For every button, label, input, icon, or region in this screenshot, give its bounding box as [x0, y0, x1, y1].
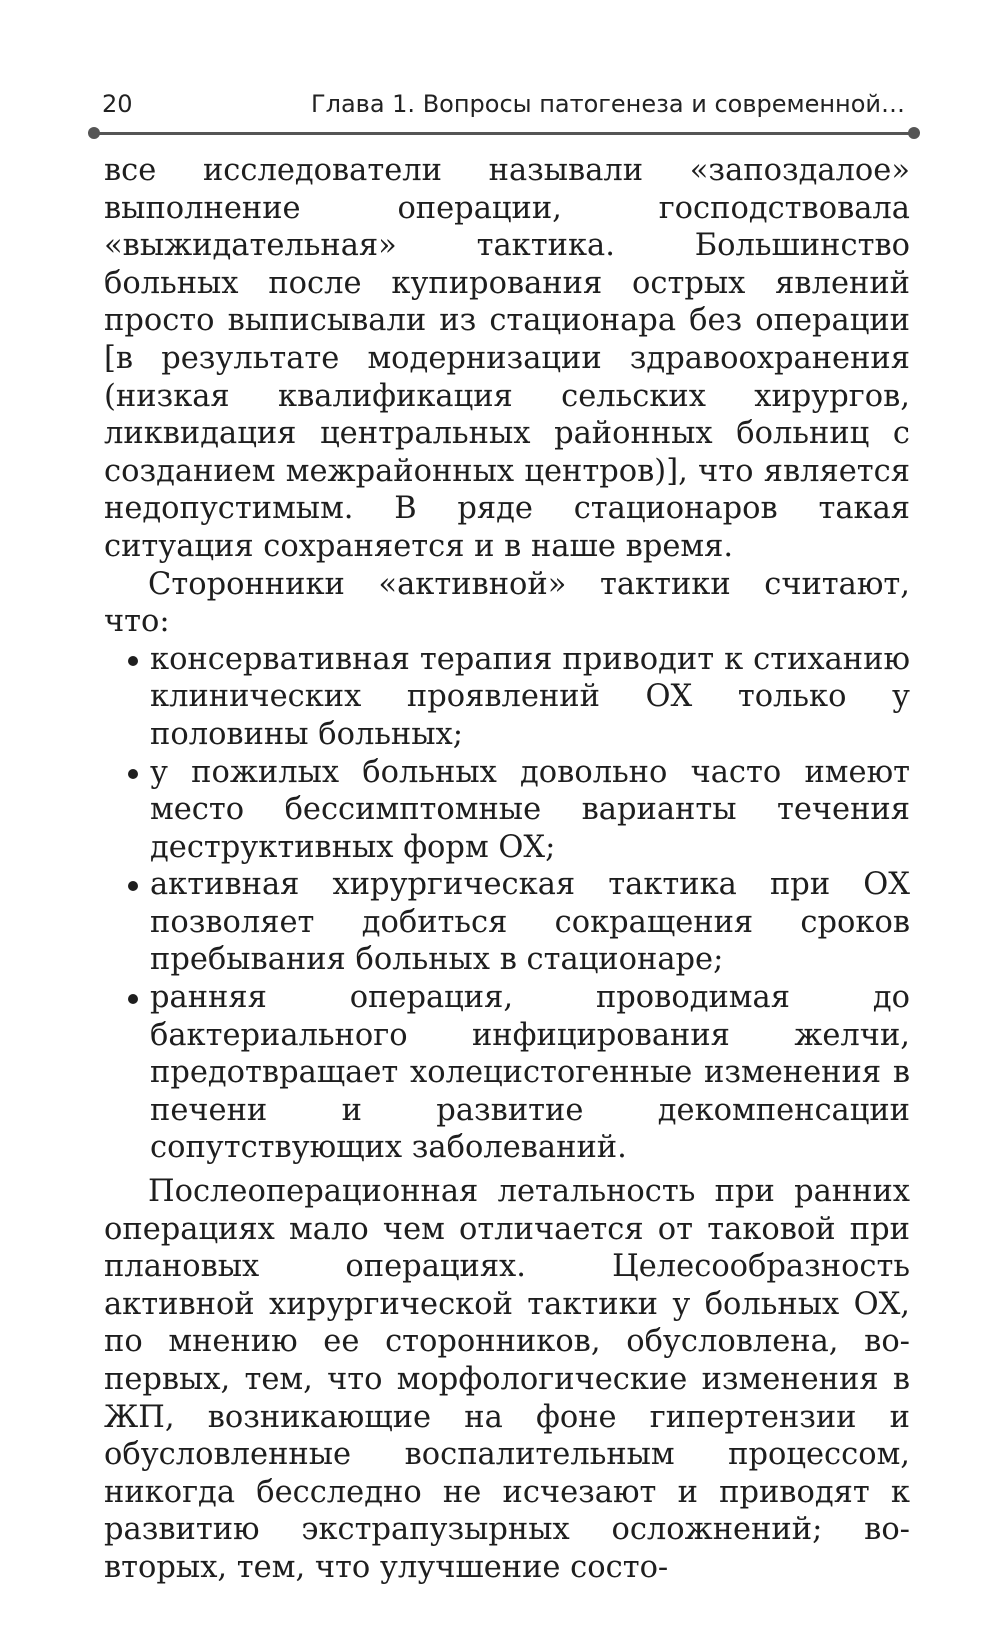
list-item-text: у пожилых больных довольно часто имеют место бессимптомные варианты течения деструктивных форм ОХ; [150, 754, 910, 865]
list-item-text: активная хирургическая тактика при ОХ позволяет добиться сокращения сроков пребывания больных в стационаре; [150, 867, 910, 978]
paragraph-intro-list: Сторонники «активной» тактики считают, что: [104, 566, 910, 640]
rule-dot-left [88, 127, 100, 139]
bullet-icon [128, 769, 138, 779]
body-text [104, 152, 910, 1587]
chapter-title: Глава 1. Вопросы патогенеза и современной… [311, 90, 905, 118]
list-item-text: консервативная терапия приводит к стиханию клинических проявлений ОХ только у половины больных; [150, 641, 910, 752]
bullet-icon [128, 656, 138, 666]
bullet-list [104, 641, 910, 1167]
list-item [104, 641, 910, 754]
list-item [104, 866, 910, 979]
bullet-icon [128, 881, 138, 891]
bullet-icon [128, 994, 138, 1004]
list-item [104, 754, 910, 867]
paragraph-mortality: Послеоперационная летальность при ранних операциях мало чем отличается от таковой при плановых операциях. Целесообразность активной хирургической тактики у больных ОХ, по мнению ее сторонников, обусловлена, во-первых, тем, что морфологические изменения в ЖП, возникающие на фоне гипертензии и обусловленные воспалительным процессом, никогда бесследно не исчезают и приводят к развитию экстрапузырных осложнений; во-вторых, тем, что улучшение состо- [104, 1174, 910, 1585]
list-item [104, 979, 910, 1167]
list-item-text: ранняя операция, проводимая до бактериального инфицирования желчи, предотвращает холецистогенные изменения в печени и развитие декомпенсации сопутствующих заболеваний. [150, 980, 910, 1166]
running-header [98, 86, 913, 126]
rule-dot-right [908, 127, 920, 139]
paragraph-continued: все исследователи называли «запоздалое» выполнение операции, господствовала «выжидательная» тактика. Большинство больных после купирования острых явлений просто выписывали из стационара без операции [в результате модернизации здравоохранения (низкая квалификация сельских хирургов, ликвидация центральных районных больниц с созданием межрайонных центров)], что является недопустимым. В ряде стационаров такая ситуация сохраняется и в наше время. [104, 153, 910, 564]
header-rule [94, 132, 914, 135]
page-number: 20 [102, 90, 133, 118]
